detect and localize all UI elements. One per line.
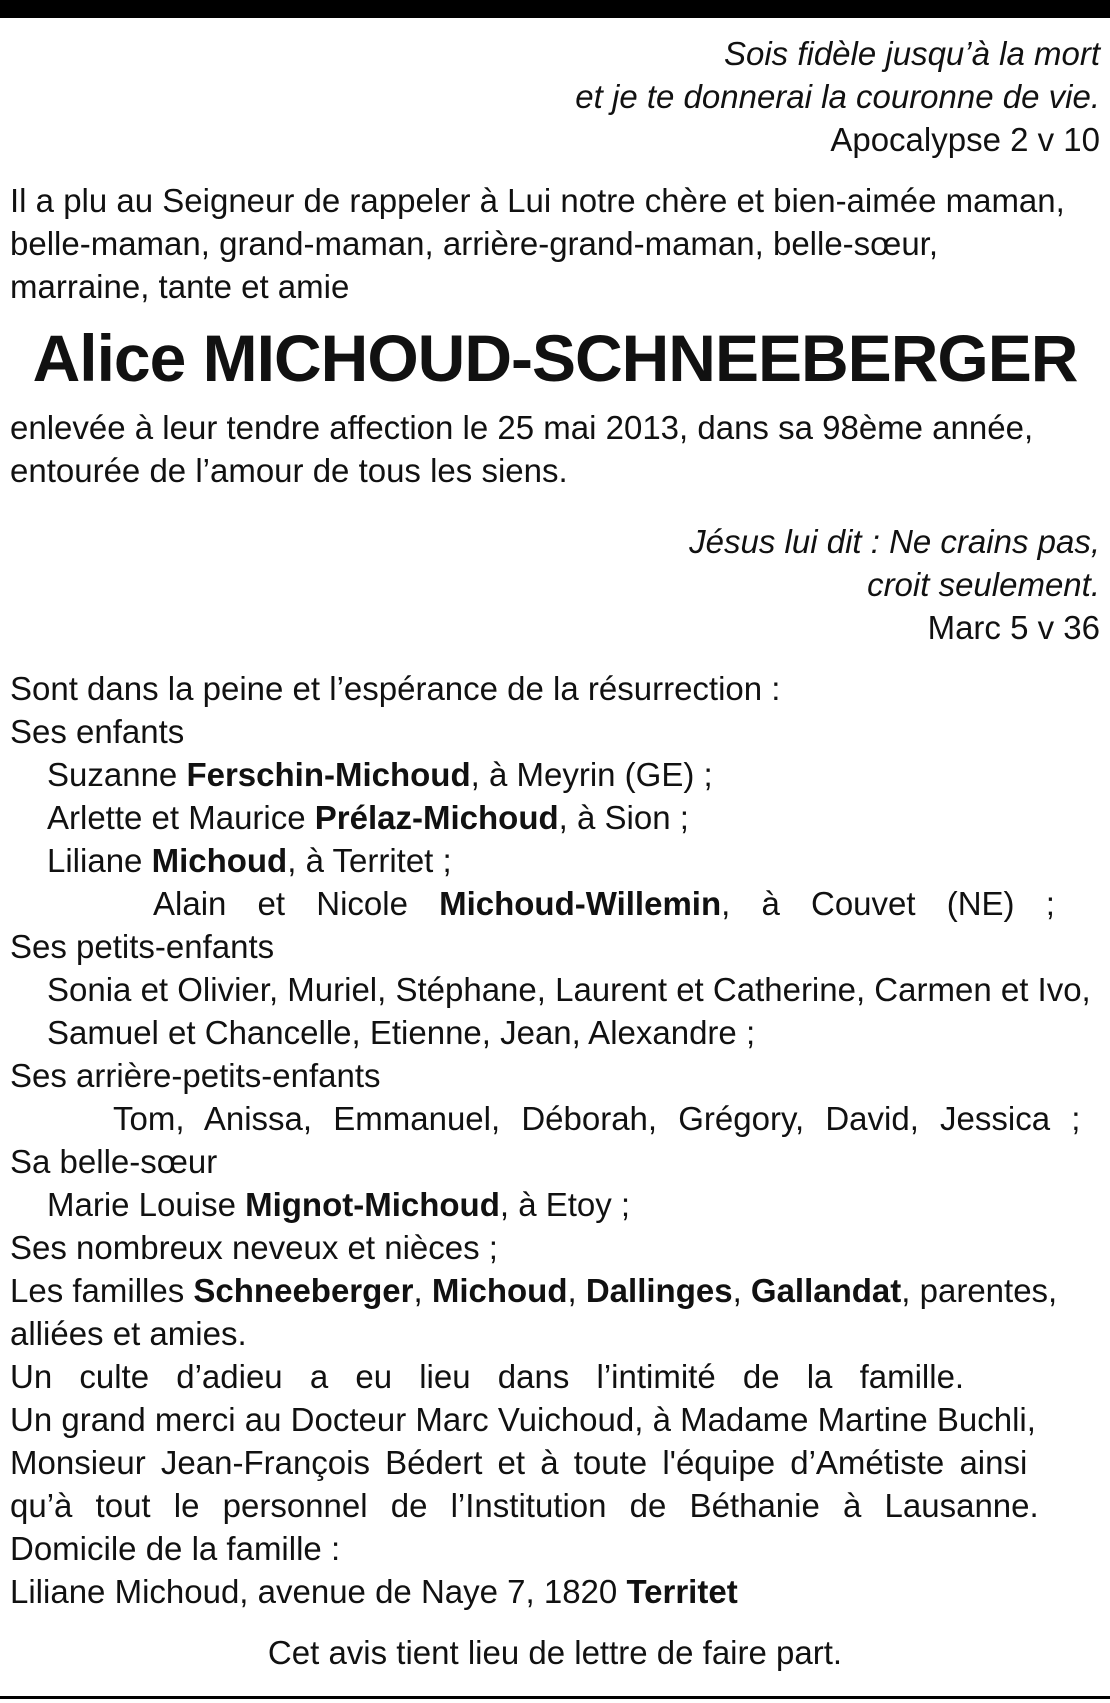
address-text: Liliane Michoud, avenue de Naye 7, 1820 (10, 1573, 627, 1610)
verse-line: et je te donnerai la couronne de vie. (575, 78, 1100, 115)
death-line: entourée de l’amour de tous les siens. (10, 452, 568, 489)
child-entry (10, 882, 1100, 925)
nephews-line: Ses nombreux neveux et nièces ; (10, 1229, 498, 1266)
intro-line: Il a plu au Seigneur de rappeler à Lui notre chère et bien-aimée maman, (10, 182, 1065, 219)
death-paragraph (10, 406, 1100, 492)
verse-reference: Apocalypse 2 v 10 (830, 121, 1100, 158)
family-name: Schneeberger (193, 1272, 414, 1309)
opening-verse (10, 32, 1100, 161)
sister-in-law-surname: Mignot-Michoud (245, 1186, 500, 1223)
families-prefix: Les familles (10, 1272, 194, 1309)
sister-in-law-entry (10, 1183, 1100, 1226)
child-location: , à Couvet (NE) ; (721, 885, 1055, 922)
death-line: enlevée à leur tendre affection le 25 mai 2013, dans sa 98ème année, (10, 409, 1034, 446)
verse-line: Sois fidèle jusqu’à la mort (723, 35, 1100, 72)
child-entry (10, 839, 1100, 882)
separator: , (413, 1272, 432, 1309)
verse-line: Jésus lui dit : Ne crains pas, (689, 523, 1100, 560)
child-location: , à Territet ; (287, 842, 452, 879)
family-name: Gallandat (750, 1272, 902, 1309)
verse-reference: Marc 5 v 36 (927, 609, 1100, 646)
child-location: , à Sion ; (558, 799, 689, 836)
intro-line: marraine, tante et amie (10, 268, 350, 305)
service-line: Un culte d’adieu a eu lieu dans l’intimité de la famille. (10, 1358, 965, 1395)
mourners-section (10, 667, 1100, 1613)
families-suffix: , parentes, (901, 1272, 1058, 1309)
thanks-line: Monsieur Jean-François Bédert et à toute l'équipe d’Amétiste ainsi (10, 1444, 1028, 1481)
sister-in-law-first-names: Marie Louise (47, 1186, 246, 1223)
grandchildren-heading: Ses petits-enfants (10, 928, 275, 965)
intro-paragraph (10, 179, 1100, 308)
child-first-names: Alain et Nicole (153, 885, 440, 922)
sister-in-law-heading: Sa belle-sœur (10, 1143, 218, 1180)
verse-line: croit seulement. (867, 566, 1100, 603)
child-first-names: Suzanne (47, 756, 187, 793)
family-name: Dallinges (585, 1272, 733, 1309)
separator: , (732, 1272, 751, 1309)
child-location: , à Meyrin (GE) ; (470, 756, 713, 793)
great-grandchildren-line: Tom, Anissa, Emmanuel, Déborah, Grégory, David, Jessica ; (113, 1100, 1081, 1137)
family-name: Michoud (431, 1272, 568, 1309)
thanks-line: qu’à tout le personnel de l’Institution de Béthanie à Lausanne. (10, 1487, 1039, 1524)
deceased-name: Alice MICHOUD-SCHNEEBERGER (32, 321, 1078, 395)
top-border (0, 0, 1110, 18)
grandchildren-line: Sonia et Olivier, Muriel, Stéphane, Laurent et Catherine, Carmen et Ivo, (47, 971, 1091, 1008)
address-town: Territet (626, 1573, 738, 1610)
grandchildren-line: Samuel et Chancelle, Etienne, Jean, Alexandre ; (47, 1014, 756, 1051)
obituary-notice (10, 32, 1100, 1674)
child-entry (10, 753, 1100, 796)
children-heading: Ses enfants (10, 713, 185, 750)
domicile-heading: Domicile de la famille : (10, 1530, 341, 1567)
closing-note: Cet avis tient lieu de lettre de faire part. (267, 1634, 843, 1671)
families-line (10, 1269, 1100, 1312)
sister-in-law-location: , à Etoy ; (499, 1186, 631, 1223)
child-surname: Michoud-Willemin (439, 885, 722, 922)
thanks-line: Un grand merci au Docteur Marc Vuichoud, à Madame Martine Buchli, (10, 1401, 1036, 1438)
intro-line: belle-maman, grand-maman, arrière-grand-maman, belle-sœur, (10, 225, 939, 262)
bottom-border (0, 1696, 1110, 1699)
domicile-address (10, 1570, 1100, 1613)
child-entry (10, 796, 1100, 839)
child-surname: Prélaz-Michoud (314, 799, 559, 836)
second-verse (10, 520, 1100, 649)
mourners-intro: Sont dans la peine et l’espérance de la résurrection : (10, 670, 781, 707)
child-first-names: Arlette et Maurice (47, 799, 315, 836)
child-surname: Michoud (151, 842, 288, 879)
separator: , (567, 1272, 586, 1309)
families-line-2: alliées et amies. (10, 1315, 247, 1352)
great-grandchildren-heading: Ses arrière-petits-enfants (10, 1057, 381, 1094)
child-first-names: Liliane (47, 842, 152, 879)
child-surname: Ferschin-Michoud (186, 756, 471, 793)
